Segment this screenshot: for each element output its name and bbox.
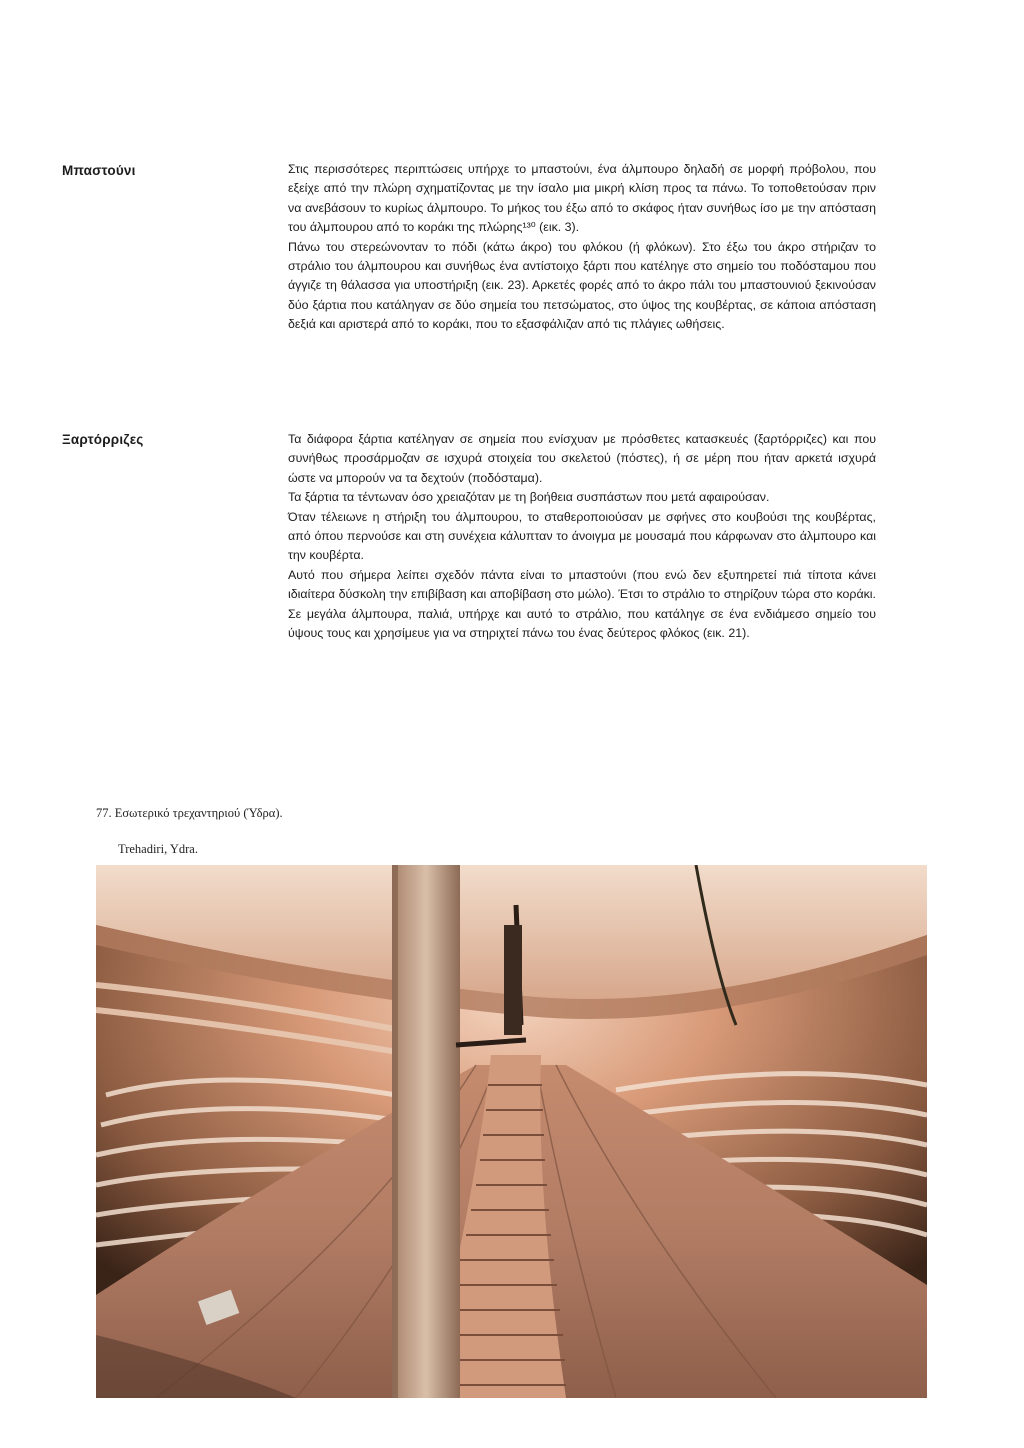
- section-body-xartorrizes: [288, 430, 876, 643]
- paragraph: Τα ξάρτια τα τέντωναν όσο χρειαζόταν με τη βοήθεια συσπάστων που μετά αφαιρούσαν.: [288, 490, 770, 505]
- section-heading-bastouni: Μπαστούνι: [62, 163, 136, 178]
- section-heading-xartorrizes: Ξαρτόρριζες: [62, 432, 144, 447]
- paragraph: Τα διάφορα ξάρτια κατέληγαν σε σημεία που ενίσχυαν με πρόσθετες κατασκευές (ξαρτόρριζες) και που συνήθως προσάρμοζαν σε ισχυρά στοιχεία του σκελετού (πόστες), ή σε μέρη που ήταν αρκετά ισχυρά ώστε να μπορούν να τα δεχτούν (ποδόσταμα).: [288, 432, 876, 485]
- figure-caption-greek: 77. Εσωτερικό τρεχαντηριού (Ύδρα).: [96, 806, 283, 820]
- paragraph: Όταν τέλειωνε η στήριξη του άλμπουρου, το σταθεροποιούσαν με σφήνες στο κουβούσι της κουβέρτας, από όπου περνούσε και στη συνέχεια κάλυπταν το άνοιγμα με μουσαμά που κάρφωναν στο άλμπουρο και την κουβέρτα.: [288, 509, 876, 563]
- paragraph: Αυτό που σήμερα λείπει σχεδόν πάντα είναι το μπαστούνι (που ενώ δεν εξυπηρετεί πιά τίποτα κάνει ιδιαίτερα δύσκολη την επιβίβαση και αποβίβαση στο μώλο). Έτσι το στράλιο το στηρίζουν τώρα στο κοράκι. Σε μεγάλα άλμπουρα, παλιά, υπήρχε και αυτό το στράλιο, που κατάληγε σε ένα ενδιάμεσο σημείο του ύψους τους και χρησίμευε για να στηριχτεί πάνω του ένας δεύτερος φλόκος (εικ. 21).: [288, 567, 876, 641]
- boat-interior-illustration: [96, 865, 927, 1398]
- figure-caption-english: Trehadiri, Ydra.: [118, 842, 198, 856]
- paragraph: Στις περισσότερες περιπτώσεις υπήρχε το μπαστούνι, ένα άλμπουρο δηλαδή σε μορφή πρόβολου, που εξείχε από την πλώρη σχηματίζοντας με την ίσαλο μια μικρή κλίση προς τα πάνω. Το τοποθετούσαν πριν να ανεβάσουν το κυρίως άλμπουρο. Το μήκος του έξω από το σκάφος ήταν συνήθως ίσο με την απόσταση του άλμπουρου από το κοράκι της πλώρης¹³⁰ (εικ. 3).: [288, 162, 876, 235]
- paragraph: Πάνω του στερεώνονταν το πόδι (κάτω άκρο) του φλόκου (ή φλόκων). Στο έξω του άκρο στήριζαν το στράλιο του άλμπουρου και συνήθως ένα αντίστοιχο ξάρτι που κατέληγε στο σημείο του ποδόσταμου που άγγιζε τη θάλασσα για υποστήριξη (εικ. 23). Αρκετές φορές από το άκρο πάλι του μπαστουνιού ξεκινούσαν δύο ξάρτια που κατάληγαν σε δύο σημεία του πετσώματος, στο ύψος της κουβέρτας, σε κάποια απόσταση δεξιά και αριστερά από το κοράκι, που το εξασφάλιζαν από τις πλάγιες ωθήσεις.: [288, 239, 876, 332]
- section-body-bastouni: [288, 160, 876, 335]
- boat-interior-photo: [96, 865, 927, 1398]
